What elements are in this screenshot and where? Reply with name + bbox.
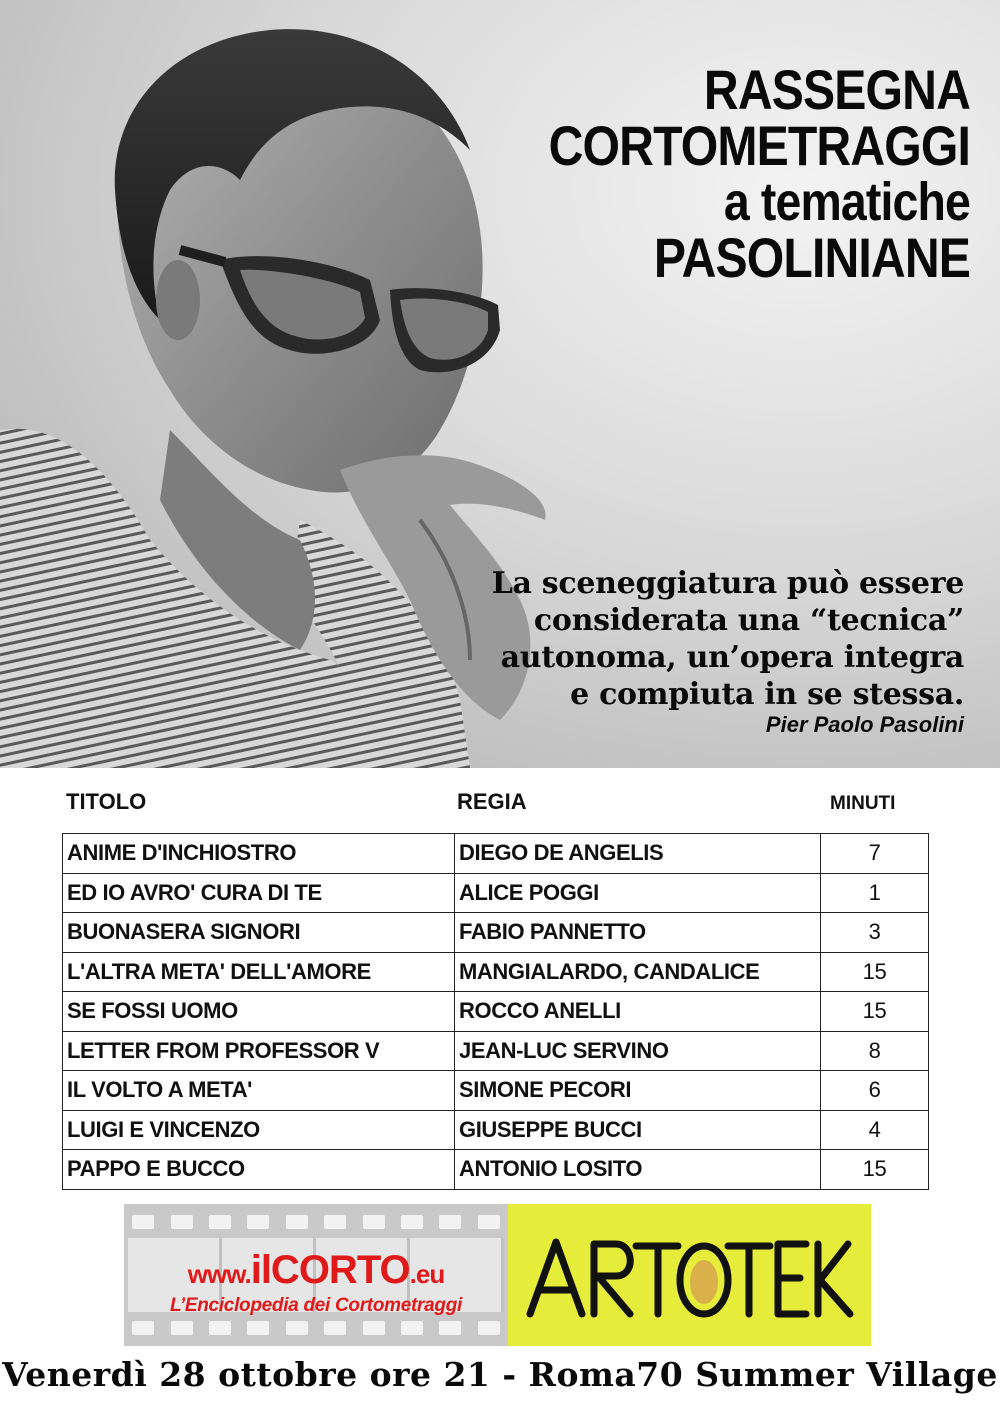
film-director: FABIO PANNETTO xyxy=(455,913,821,953)
film-strip-holes-top xyxy=(124,1210,508,1234)
title-line-1: RASSEGNA xyxy=(703,58,970,121)
film-title: SE FOSSI UOMO xyxy=(63,992,455,1032)
film-title: ED IO AVRO' CURA DI TE xyxy=(63,873,455,913)
film-director: GIUSEPPE BUCCI xyxy=(455,1110,821,1150)
table-row xyxy=(63,1110,929,1150)
film-minutes: 6 xyxy=(821,1071,929,1111)
film-director: JEAN-LUC SERVINO xyxy=(455,1031,821,1071)
quote-author: Pier Paolo Pasolini xyxy=(765,712,964,737)
title-line-3: a tematiche xyxy=(723,172,970,232)
ilcorto-url: www.ilCORTO.eu xyxy=(187,1248,445,1292)
film-minutes: 15 xyxy=(821,1150,929,1190)
table-row xyxy=(63,952,929,992)
ilcorto-tagline: L’Enciclopedia dei Cortometraggi xyxy=(170,1295,462,1316)
table-header-row xyxy=(0,785,1000,825)
film-title: BUONASERA SIGNORI xyxy=(63,913,455,953)
ilcorto-logo xyxy=(124,1204,508,1346)
artotek-wordmark xyxy=(508,1204,871,1346)
event-title xyxy=(488,58,970,289)
film-director: SIMONE PECORI xyxy=(455,1071,821,1111)
film-title: LUIGI E VINCENZO xyxy=(63,1110,455,1150)
header-minutes: MINUTI xyxy=(830,793,896,814)
quote-line-2: considerata una “tecnica” xyxy=(533,603,964,638)
film-strip-holes-bottom xyxy=(124,1316,508,1340)
film-minutes: 8 xyxy=(821,1031,929,1071)
film-minutes: 15 xyxy=(821,952,929,992)
quote-line-3: autonoma, un’opera integra xyxy=(500,640,964,675)
title-line-4: PASOLINIANE xyxy=(653,226,970,289)
film-director: ALICE POGGI xyxy=(455,873,821,913)
table-row xyxy=(63,1031,929,1071)
film-title: L'ALTRA META' DELL'AMORE xyxy=(63,952,455,992)
table-row xyxy=(63,873,929,913)
table-row xyxy=(63,913,929,953)
film-minutes: 1 xyxy=(821,873,929,913)
quote-line-4: e compiuta in se stessa. xyxy=(570,677,964,712)
header-title: TITOLO xyxy=(66,789,147,814)
film-director: ROCCO ANELLI xyxy=(455,992,821,1032)
film-director: DIEGO DE ANGELIS xyxy=(455,834,821,874)
quote-line-1: La sceneggiatura può essere xyxy=(491,566,964,601)
table-row xyxy=(63,834,929,874)
header-director: REGIA xyxy=(457,789,527,814)
table-row xyxy=(63,1150,929,1190)
artotek-logo xyxy=(508,1204,871,1346)
title-line-2: CORTOMETRAGGI xyxy=(548,114,970,177)
film-title: PAPPO E BUCCO xyxy=(63,1150,455,1190)
film-minutes: 7 xyxy=(821,834,929,874)
film-director: MANGIALARDO, CANDALICE xyxy=(455,952,821,992)
quote xyxy=(404,565,964,739)
film-title: IL VOLTO A META' xyxy=(63,1071,455,1111)
film-table xyxy=(62,833,929,1190)
film-title: ANIME D'INCHIOSTRO xyxy=(63,834,455,874)
event-date-location: Venerdì 28 ottobre ore 21 - Roma70 Summer Village xyxy=(2,1355,998,1394)
film-minutes: 4 xyxy=(821,1110,929,1150)
film-minutes: 15 xyxy=(821,992,929,1032)
film-title: LETTER FROM PROFESSOR V xyxy=(63,1031,455,1071)
ilcorto-wordmark xyxy=(130,1250,502,1318)
table-row xyxy=(63,992,929,1032)
film-minutes: 3 xyxy=(821,913,929,953)
film-director: ANTONIO LOSITO xyxy=(455,1150,821,1190)
table-row xyxy=(63,1071,929,1111)
